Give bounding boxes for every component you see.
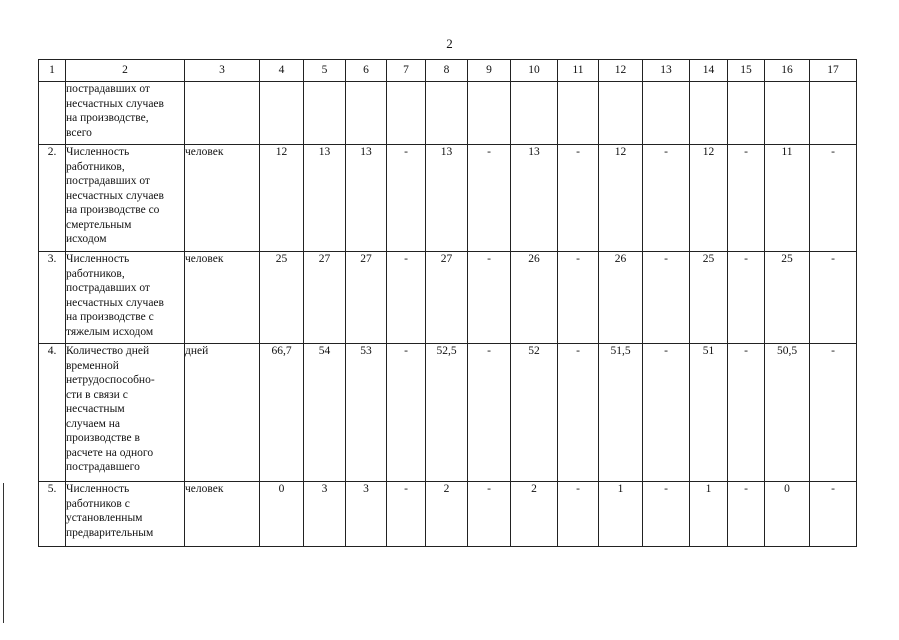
value-cell: 26 (599, 252, 643, 344)
value-cell (599, 82, 643, 145)
indicator-name-line: пострадавших от (66, 175, 150, 187)
indicator-name (66, 344, 185, 482)
table-row (39, 344, 857, 482)
value-cell: 13 (511, 145, 558, 252)
header-cell: 12 (599, 60, 643, 82)
indicator-name-line: нетрудоспособно- (66, 374, 155, 386)
header-cell: 16 (765, 60, 810, 82)
table-row (39, 82, 857, 145)
header-cell: 7 (387, 60, 426, 82)
value-cell (558, 82, 599, 145)
indicator-name-line: всего (66, 126, 92, 139)
indicator-name-line: на производстве с (66, 311, 154, 323)
indicator-name-line: тяжелым исходом (66, 325, 154, 338)
value-cell: - (468, 344, 511, 482)
unit-cell: человек (185, 145, 260, 252)
row-number: 3. (39, 252, 66, 344)
header-cell: 9 (468, 60, 511, 82)
indicator-name-line: несчастных случаев (66, 296, 164, 309)
value-cell: 13 (426, 145, 468, 252)
value-cell (810, 82, 857, 145)
value-cell: - (643, 252, 690, 344)
value-cell: - (728, 252, 765, 344)
indicator-name-line: Численность (66, 146, 130, 158)
indicator-name-line: Количество дней (66, 345, 150, 357)
indicator-name-line: исходом (66, 233, 107, 245)
indicator-name-line: на производстве со (66, 204, 160, 216)
indicator-name (66, 145, 185, 252)
unit-cell: человек (185, 252, 260, 344)
unit-cell (185, 82, 260, 145)
value-cell: 50,5 (765, 344, 810, 482)
value-cell: 53 (346, 344, 387, 482)
row-number: 4. (39, 344, 66, 482)
value-cell: 3 (346, 482, 387, 547)
value-cell (387, 82, 426, 145)
value-cell: 13 (346, 145, 387, 252)
indicator-name-line: установленным (66, 512, 143, 524)
value-cell: 26 (511, 252, 558, 344)
indicator-name-line: пострадавших от (66, 282, 150, 294)
indicator-name-line: предварительным (66, 526, 154, 539)
unit-cell: дней (185, 344, 260, 482)
value-cell: - (728, 482, 765, 547)
value-cell: 2 (426, 482, 468, 547)
header-cell: 14 (690, 60, 728, 82)
table-row (39, 482, 857, 547)
value-cell: 27 (346, 252, 387, 344)
value-cell: 11 (765, 145, 810, 252)
indicator-name-line: работников с (66, 497, 130, 510)
indicator-name-line: производстве в (66, 432, 140, 444)
value-cell (690, 82, 728, 145)
value-cell: 12 (260, 145, 304, 252)
indicator-name-line: временной (66, 359, 119, 372)
value-cell: - (810, 482, 857, 547)
header-cell: 4 (260, 60, 304, 82)
indicator-name-line: Численность (66, 483, 130, 495)
indicator-name-line: сти в связи с (66, 388, 128, 401)
row-number (39, 82, 66, 145)
value-cell: - (387, 344, 426, 482)
unit-cell: человек (185, 482, 260, 547)
indicator-name (66, 82, 185, 145)
value-cell: 25 (260, 252, 304, 344)
value-cell: 2 (511, 482, 558, 547)
value-cell: 1 (690, 482, 728, 547)
value-cell: - (728, 344, 765, 482)
value-cell: - (558, 145, 599, 252)
header-cell: 17 (810, 60, 857, 82)
value-cell: 1 (599, 482, 643, 547)
indicator-name-line: несчастным (66, 403, 125, 415)
row-number: 2. (39, 145, 66, 252)
value-cell: 3 (304, 482, 346, 547)
value-cell: 51,5 (599, 344, 643, 482)
page-number: 2 (446, 36, 453, 51)
value-cell: 25 (765, 252, 810, 344)
value-cell: 13 (304, 145, 346, 252)
indicator-name (66, 482, 185, 547)
indicator-name-line: работников, (66, 160, 125, 173)
value-cell: - (643, 344, 690, 482)
value-cell (765, 82, 810, 145)
value-cell: - (558, 482, 599, 547)
value-cell (304, 82, 346, 145)
table-row (39, 145, 857, 252)
indicator-name-line: несчастных случаев (66, 189, 164, 202)
indicator-name-line: смертельным (66, 218, 132, 231)
value-cell: - (387, 482, 426, 547)
indicators-table (38, 59, 857, 547)
value-cell: - (468, 482, 511, 547)
indicator-name-line: работников, (66, 267, 125, 280)
value-cell: - (387, 145, 426, 252)
value-cell: 0 (260, 482, 304, 547)
value-cell: - (558, 252, 599, 344)
value-cell: - (558, 344, 599, 482)
header-cell: 1 (39, 60, 66, 82)
value-cell (511, 82, 558, 145)
value-cell: 12 (690, 145, 728, 252)
indicator-name-line: несчастных случаев (66, 97, 164, 110)
value-cell (643, 82, 690, 145)
value-cell: - (643, 145, 690, 252)
value-cell: - (810, 344, 857, 482)
indicator-name-line: расчете на одного (66, 446, 154, 459)
value-cell (468, 82, 511, 145)
header-cell: 6 (346, 60, 387, 82)
value-cell (426, 82, 468, 145)
value-cell: 27 (426, 252, 468, 344)
value-cell: - (643, 482, 690, 547)
value-cell: 52 (511, 344, 558, 482)
row-number: 5. (39, 482, 66, 547)
header-cell: 3 (185, 60, 260, 82)
value-cell: 51 (690, 344, 728, 482)
value-cell: 25 (690, 252, 728, 344)
header-cell: 13 (643, 60, 690, 82)
value-cell: - (728, 145, 765, 252)
indicator-name-line: пострадавшего (66, 461, 140, 473)
table-row (39, 252, 857, 344)
value-cell: 27 (304, 252, 346, 344)
margin-line (3, 483, 4, 623)
value-cell: 66,7 (260, 344, 304, 482)
value-cell: - (387, 252, 426, 344)
value-cell: - (468, 145, 511, 252)
value-cell (260, 82, 304, 145)
header-cell: 10 (511, 60, 558, 82)
header-cell: 8 (426, 60, 468, 82)
indicator-name-line: на производстве, (66, 112, 149, 124)
value-cell (728, 82, 765, 145)
indicator-name-line: пострадавших от (66, 83, 150, 95)
value-cell: 54 (304, 344, 346, 482)
value-cell: 0 (765, 482, 810, 547)
indicator-name (66, 252, 185, 344)
value-cell: 52,5 (426, 344, 468, 482)
header-cell: 5 (304, 60, 346, 82)
value-cell: - (810, 145, 857, 252)
value-cell: - (810, 252, 857, 344)
header-cell: 11 (558, 60, 599, 82)
indicator-name-line: Численность (66, 253, 130, 265)
header-cell: 15 (728, 60, 765, 82)
header-row (39, 60, 857, 82)
indicator-name-line: случаем на (66, 417, 120, 430)
value-cell (346, 82, 387, 145)
header-cell: 2 (66, 60, 185, 82)
value-cell: 12 (599, 145, 643, 252)
value-cell: - (468, 252, 511, 344)
